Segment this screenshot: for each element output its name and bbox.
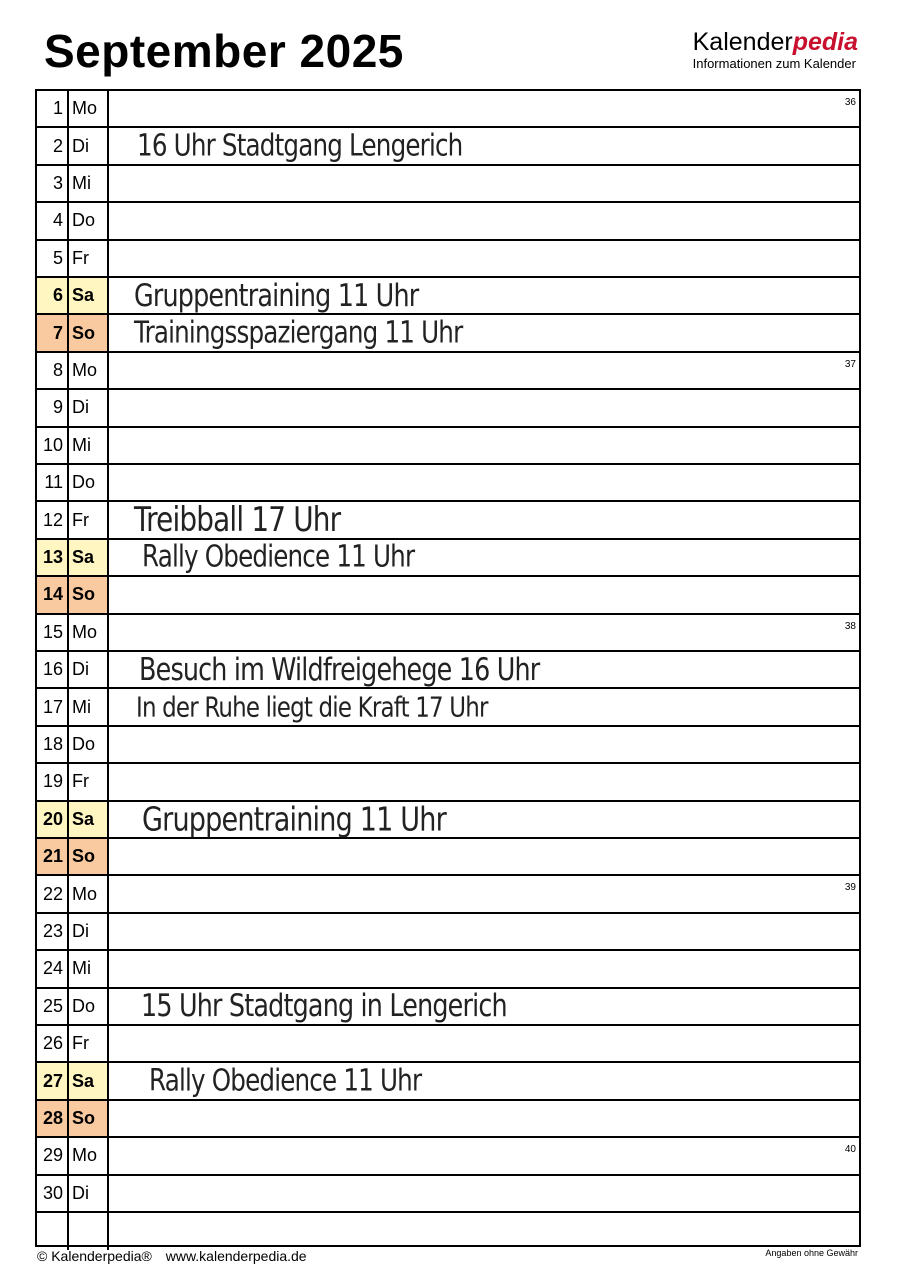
weekday-label: Fr xyxy=(69,502,109,537)
note-cell[interactable] xyxy=(109,500,859,541)
weekday-label: Fr xyxy=(69,1026,109,1061)
weekday-label: Mi xyxy=(69,166,109,201)
calendar-row xyxy=(37,764,859,801)
day-number: 27 xyxy=(37,1063,69,1098)
note-cell[interactable] xyxy=(109,615,859,650)
calendar-row xyxy=(37,465,859,502)
weekday-label: Mo xyxy=(69,353,109,388)
calendar-row xyxy=(37,390,859,427)
brand-name-main: Kalender xyxy=(692,28,793,56)
day-number: 2 xyxy=(37,128,69,163)
calendar-row xyxy=(37,799,859,839)
note-cell[interactable] xyxy=(109,1063,859,1098)
footer-copyright: © Kalenderpedia® xyxy=(37,1248,152,1264)
handwritten-note: Besuch im Wildfreigehege 16 Uhr xyxy=(139,651,540,688)
day-number: 7 xyxy=(37,315,69,350)
weekday-label: Di xyxy=(69,652,109,687)
weekday-label: Mi xyxy=(69,689,109,724)
day-number: 30 xyxy=(37,1176,69,1211)
handwritten-note: Gruppentraining 11 Uhr xyxy=(142,799,446,839)
day-number: 9 xyxy=(37,390,69,425)
calendar-row xyxy=(37,577,859,614)
day-number xyxy=(37,1213,69,1250)
note-cell[interactable] xyxy=(109,353,859,388)
calendar-row xyxy=(37,1213,859,1250)
calendar-row xyxy=(37,203,859,240)
note-cell[interactable] xyxy=(109,428,859,463)
note-cell[interactable] xyxy=(109,914,859,949)
weekday-label: Mo xyxy=(69,615,109,650)
day-number: 23 xyxy=(37,914,69,949)
day-number: 24 xyxy=(37,951,69,986)
brand-tagline: Informationen zum Kalender xyxy=(692,56,856,71)
calendar-row xyxy=(37,241,859,278)
note-cell[interactable] xyxy=(109,1176,859,1211)
calendar-row xyxy=(37,1138,859,1175)
note-cell[interactable] xyxy=(109,689,859,724)
note-cell[interactable] xyxy=(109,390,859,425)
footer-disclaimer: Angaben ohne Gewähr xyxy=(765,1248,858,1258)
note-cell[interactable] xyxy=(109,1101,859,1136)
brand-logo[interactable] xyxy=(693,28,858,71)
calendar-table xyxy=(35,89,861,1247)
note-cell[interactable] xyxy=(109,652,859,687)
weekday-label: Fr xyxy=(69,241,109,276)
day-number: 15 xyxy=(37,615,69,650)
note-cell[interactable] xyxy=(109,315,859,350)
note-cell[interactable] xyxy=(109,166,859,201)
weekday-label: So xyxy=(69,315,109,350)
week-number: 37 xyxy=(844,358,856,370)
week-number: 39 xyxy=(844,882,856,894)
day-number: 4 xyxy=(37,203,69,238)
weekday-label: Sa xyxy=(69,1063,109,1098)
weekday-label: Mo xyxy=(69,876,109,911)
weekday-label: Do xyxy=(69,989,109,1024)
note-cell[interactable] xyxy=(109,577,859,612)
calendar-row xyxy=(37,615,859,652)
day-number: 29 xyxy=(37,1138,69,1173)
handwritten-note: Rally Obedience 11 Uhr xyxy=(142,539,415,575)
note-cell[interactable] xyxy=(109,465,859,500)
calendar-row xyxy=(37,914,859,951)
footer-credits xyxy=(37,1248,307,1264)
weekday-label: Mo xyxy=(69,91,109,126)
calendar-row xyxy=(37,1026,859,1063)
calendar-row xyxy=(37,951,859,988)
note-cell[interactable] xyxy=(109,839,859,874)
day-number: 17 xyxy=(37,689,69,724)
day-number: 14 xyxy=(37,577,69,612)
weekday-label xyxy=(69,1213,109,1250)
calendar-row xyxy=(37,278,859,315)
calendar-row xyxy=(37,989,859,1026)
calendar-row xyxy=(37,353,859,390)
calendar-row xyxy=(37,1176,859,1213)
weekday-label: Sa xyxy=(69,278,109,313)
handwritten-note: 15 Uhr Stadtgang in Lengerich xyxy=(141,988,507,1025)
day-number: 5 xyxy=(37,241,69,276)
day-number: 20 xyxy=(37,802,69,837)
weekday-label: Do xyxy=(69,465,109,500)
weekday-label: So xyxy=(69,577,109,612)
note-cell[interactable] xyxy=(109,799,859,839)
calendar-row xyxy=(37,652,859,689)
calendar-row xyxy=(37,502,859,539)
day-number: 10 xyxy=(37,428,69,463)
day-number: 21 xyxy=(37,839,69,874)
handwritten-note: 16 Uhr Stadtgang Lengerich xyxy=(137,128,463,164)
calendar-row xyxy=(37,315,859,352)
weekday-label: Fr xyxy=(69,764,109,799)
day-number: 6 xyxy=(37,278,69,313)
handwritten-note: Rally Obedience 11 Uhr xyxy=(149,1063,422,1099)
day-number: 8 xyxy=(37,353,69,388)
weekday-label: Di xyxy=(69,128,109,163)
note-cell[interactable] xyxy=(109,876,859,911)
note-cell[interactable] xyxy=(109,989,859,1024)
day-number: 18 xyxy=(37,727,69,762)
footer-url[interactable]: www.kalenderpedia.de xyxy=(165,1248,307,1264)
calendar-row xyxy=(37,91,859,128)
weekday-label: Do xyxy=(69,203,109,238)
weekday-label: Do xyxy=(69,727,109,762)
day-number: 25 xyxy=(37,989,69,1024)
note-cell[interactable] xyxy=(109,1026,859,1061)
day-number: 3 xyxy=(37,166,69,201)
weekday-label: Di xyxy=(69,1176,109,1211)
weekday-label: Sa xyxy=(69,802,109,837)
week-number: 36 xyxy=(844,97,856,108)
calendar-row xyxy=(37,540,859,577)
calendar-row xyxy=(37,1063,859,1100)
week-number: 40 xyxy=(844,1144,856,1156)
weekday-label: Mi xyxy=(69,428,109,463)
weekday-label: Di xyxy=(69,914,109,949)
day-number: 11 xyxy=(37,465,69,500)
calendar-row xyxy=(37,428,859,465)
calendar-row xyxy=(37,128,859,165)
note-cell[interactable] xyxy=(109,278,859,313)
note-cell[interactable] xyxy=(109,91,859,126)
calendar-row xyxy=(37,166,859,203)
note-cell[interactable] xyxy=(109,951,859,986)
day-number: 22 xyxy=(37,876,69,911)
handwritten-note: Trainingsspaziergang 11 Uhr xyxy=(134,315,463,351)
day-number: 12 xyxy=(37,502,69,537)
weekday-label: Di xyxy=(69,390,109,425)
note-cell[interactable] xyxy=(109,727,859,762)
note-cell[interactable] xyxy=(109,128,859,163)
brand-name-accent: pedia xyxy=(792,28,858,56)
weekday-label: So xyxy=(69,1101,109,1136)
weekday-label: So xyxy=(69,839,109,874)
handwritten-note: Treibball 17 Uhr xyxy=(134,500,341,541)
page-title: September 2025 xyxy=(44,25,404,77)
note-cell[interactable] xyxy=(109,241,859,276)
handwritten-note: In der Ruhe liegt die Kraft 17 Uhr xyxy=(136,690,488,724)
day-number: 26 xyxy=(37,1026,69,1061)
note-cell[interactable] xyxy=(109,203,859,238)
weekday-label: Sa xyxy=(69,540,109,575)
note-cell[interactable] xyxy=(109,1138,859,1173)
calendar-row xyxy=(37,839,859,876)
calendar-row xyxy=(37,1101,859,1138)
calendar-row xyxy=(37,876,859,913)
weekday-label: Mo xyxy=(69,1138,109,1173)
note-cell[interactable] xyxy=(109,764,859,799)
calendar-row xyxy=(37,727,859,764)
day-number: 28 xyxy=(37,1101,69,1136)
note-cell[interactable] xyxy=(109,1213,859,1250)
week-number: 38 xyxy=(844,620,856,632)
calendar-row xyxy=(37,689,859,726)
day-number: 19 xyxy=(37,764,69,799)
note-cell[interactable] xyxy=(109,540,859,575)
day-number: 16 xyxy=(37,652,69,687)
day-number: 13 xyxy=(37,540,69,575)
day-number: 1 xyxy=(37,91,69,126)
handwritten-note: Gruppentraining 11 Uhr xyxy=(134,277,419,314)
weekday-label: Mi xyxy=(69,951,109,986)
